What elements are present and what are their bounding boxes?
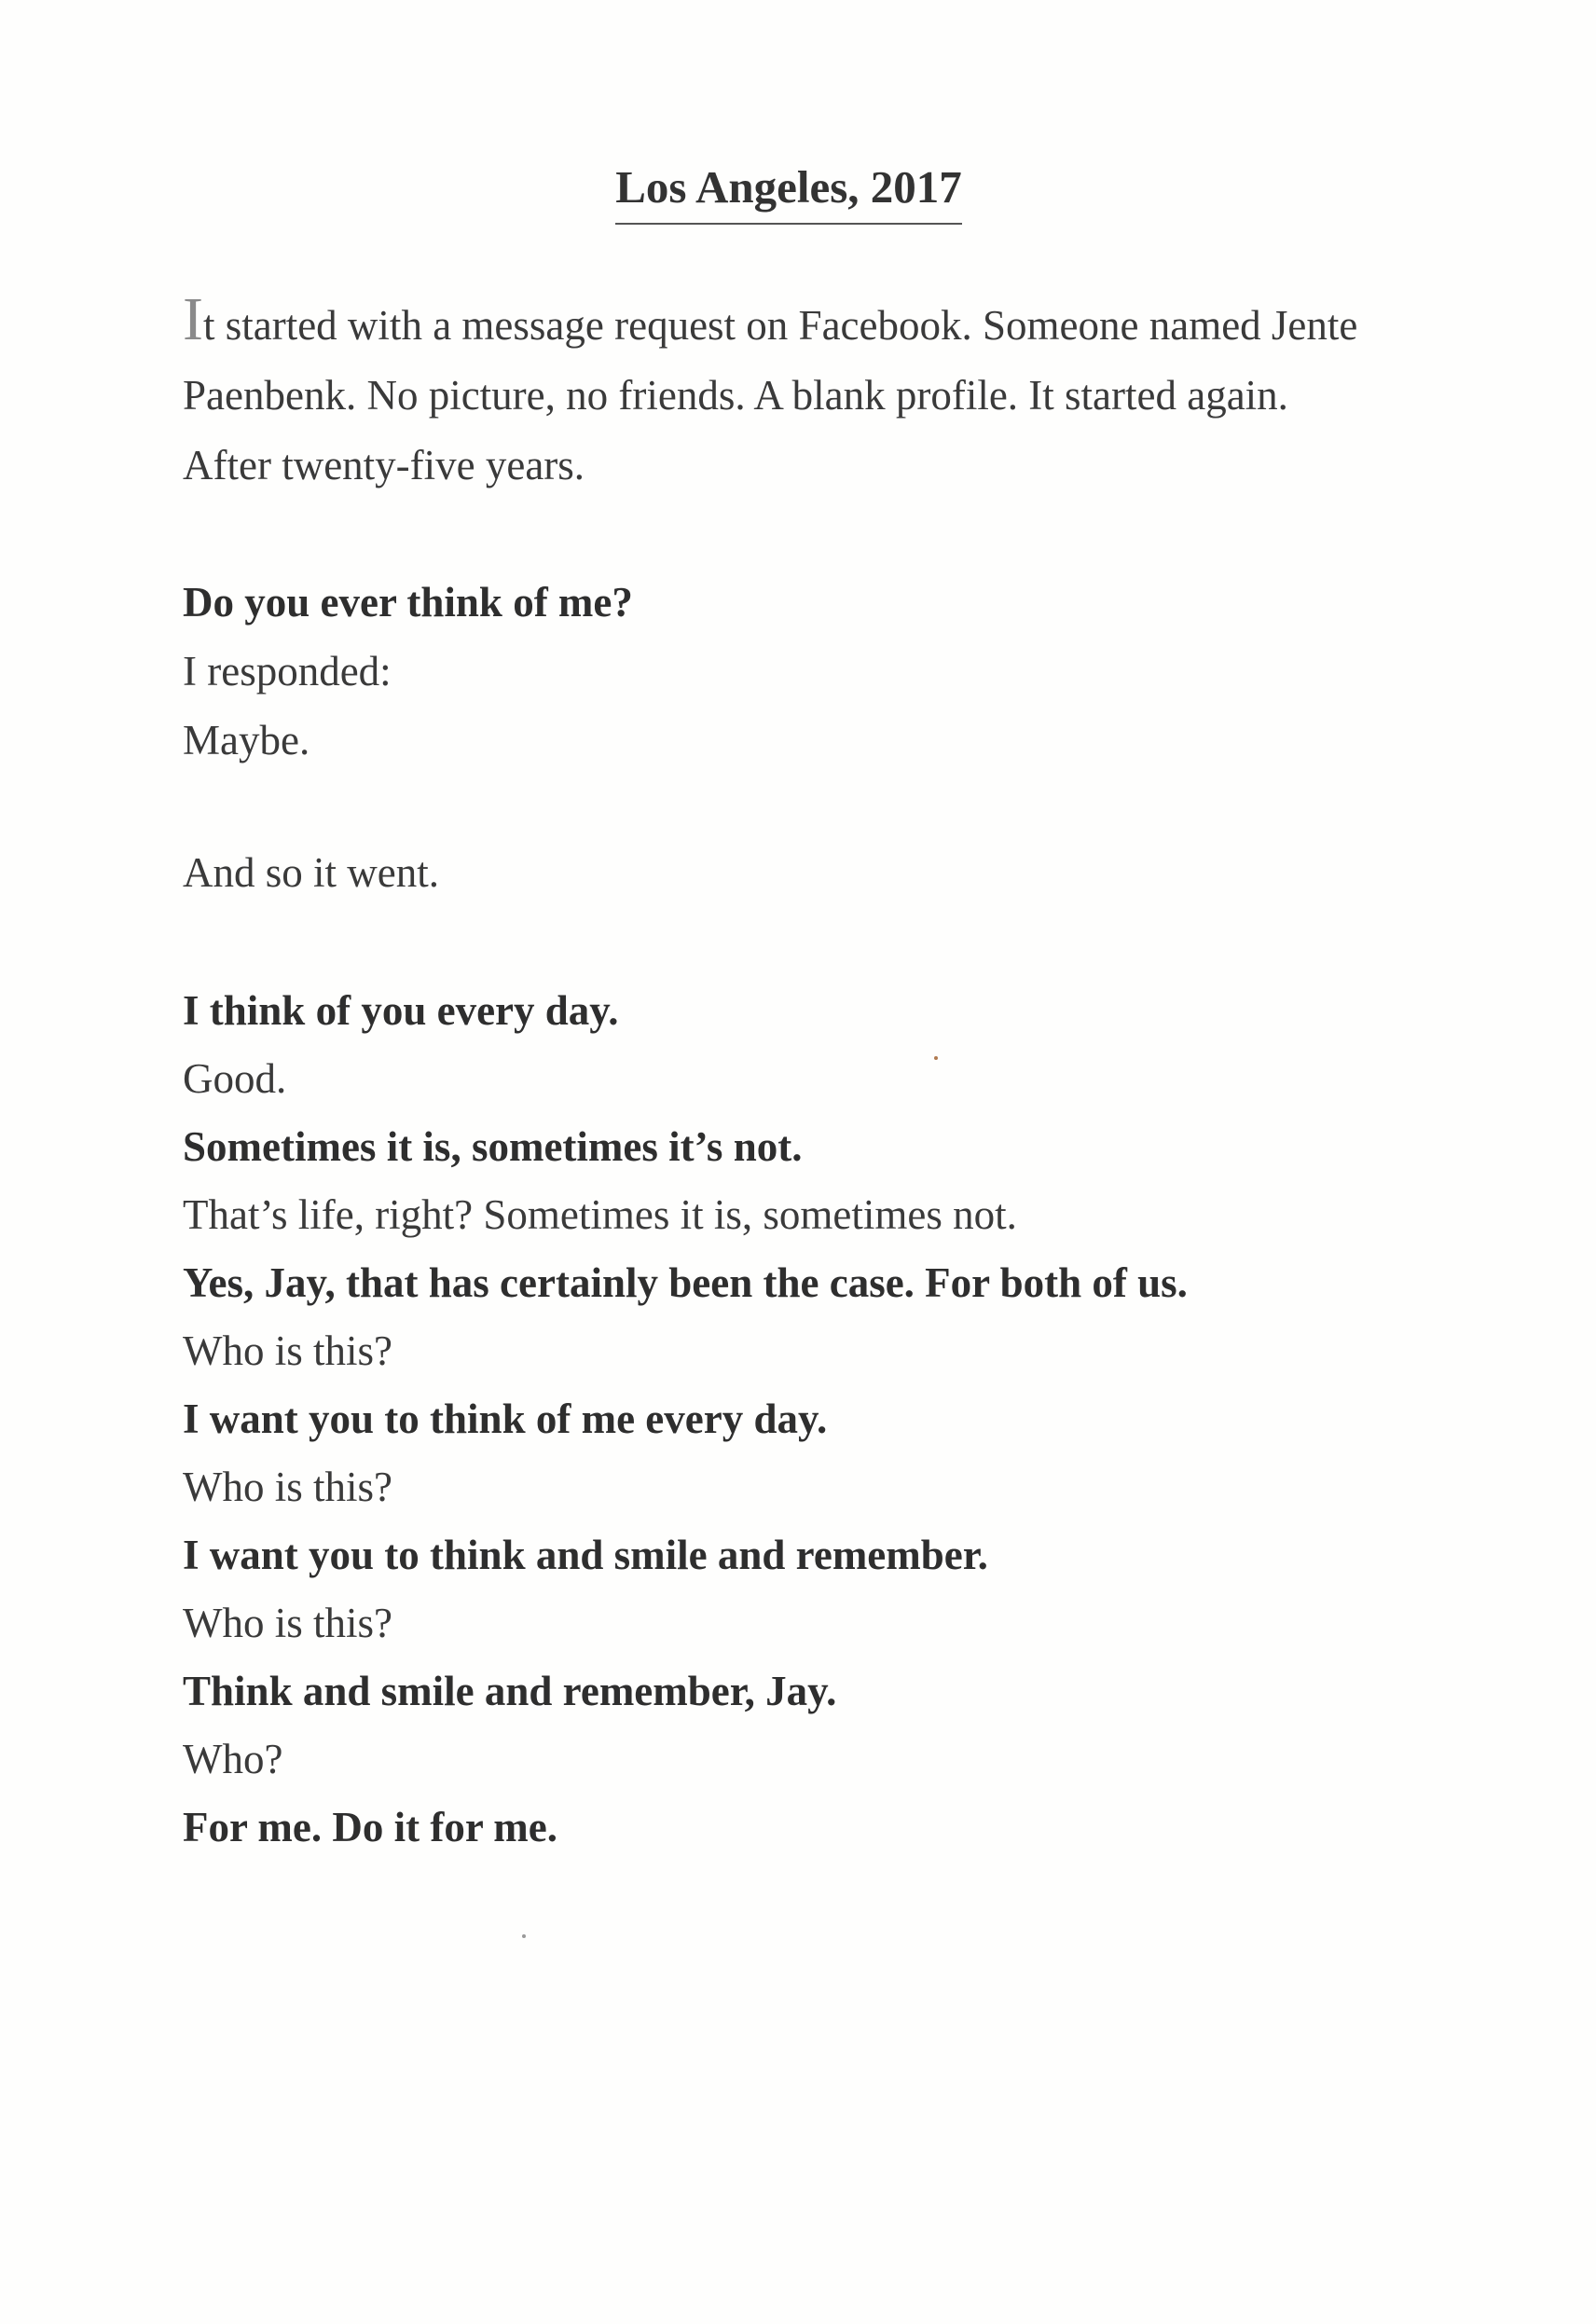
dialogue-line: I want you to think of me every day.	[183, 1396, 828, 1442]
dialogue-line: Who is this?	[183, 1327, 392, 1374]
dialogue-line: Maybe.	[183, 717, 310, 763]
dialogue-line: Think and smile and remember, Jay.	[183, 1668, 837, 1714]
dialogue-line: Do you ever think of me?	[183, 579, 633, 626]
chapter-heading-text: Los Angeles, 2017	[615, 160, 962, 225]
dialogue-line: Who is this?	[183, 1464, 392, 1510]
dialogue-line: That’s life, right? Sometimes it is, sometimes not.	[183, 1191, 1017, 1238]
paper-speck	[934, 1056, 938, 1060]
dialogue-line: Yes, Jay, that has certainly been the case. For both of us.	[183, 1259, 1188, 1306]
intro-text: t started with a message request on Facebook. Someone named Jente Paenbenk. No picture, no friends. A blank profile. It started again. After twenty-five years.	[183, 302, 1358, 488]
dialogue-line: And so it went.	[183, 849, 439, 896]
intro-paragraph	[183, 285, 1376, 501]
dialogue-line: Sometimes it is, sometimes it’s not.	[183, 1123, 803, 1170]
dialogue-line: Who?	[183, 1736, 283, 1782]
drop-cap: I	[183, 285, 203, 353]
dialogue-line: For me. Do it for me.	[183, 1804, 557, 1850]
chapter-heading	[0, 160, 1577, 225]
dialogue-line: Who is this?	[183, 1600, 392, 1646]
dialogue-line: I want you to think and smile and remember.	[183, 1532, 988, 1578]
dialogue-line: I responded:	[183, 648, 392, 694]
dialogue-line: I think of you every day.	[183, 987, 619, 1034]
paper-speck	[522, 1934, 526, 1938]
dialogue-line: Good.	[183, 1055, 287, 1102]
